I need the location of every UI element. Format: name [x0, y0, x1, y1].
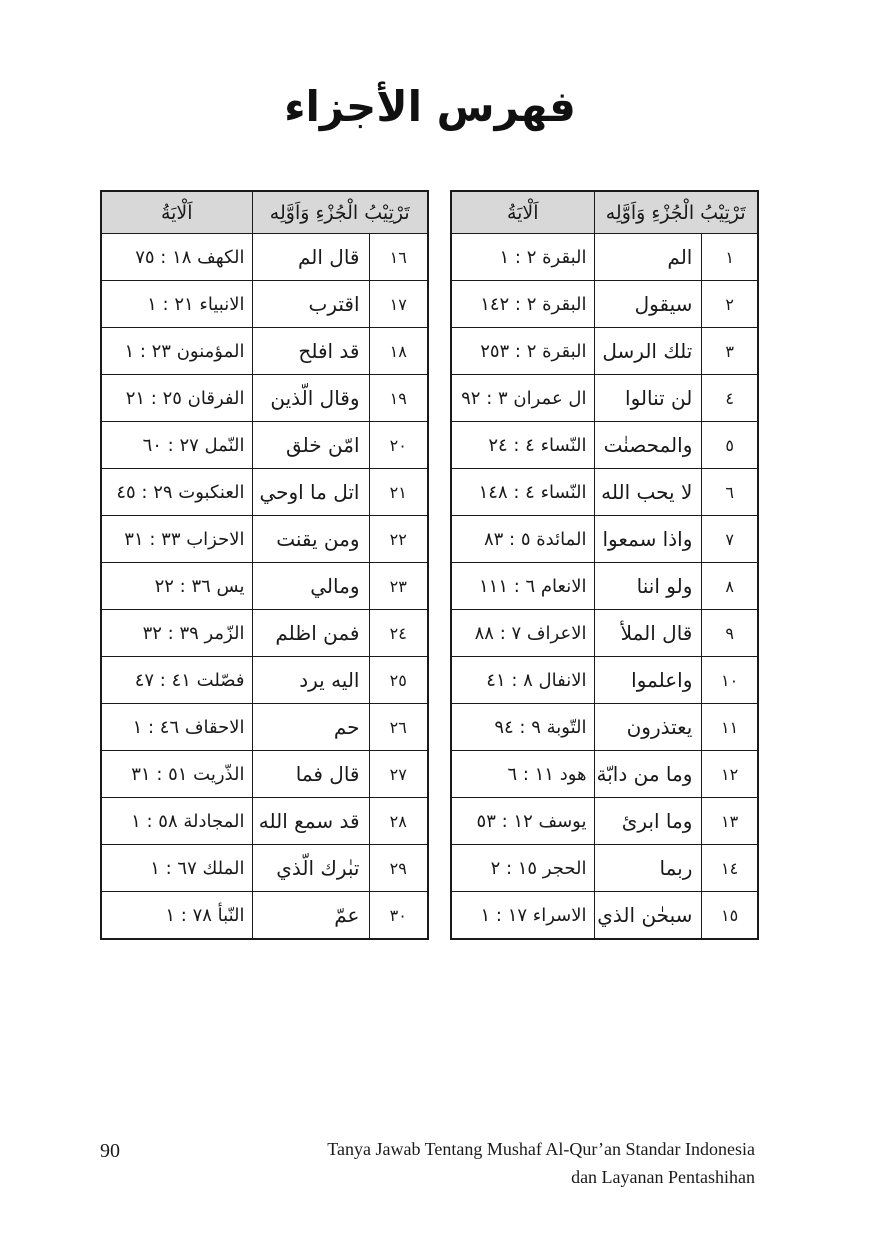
table-header-row	[101, 191, 428, 234]
juz-number-cell: ٩	[702, 610, 758, 657]
ayah-reference-cell: الانفال ٨ : ٤١	[451, 657, 594, 704]
juz-number-cell: ٨	[702, 563, 758, 610]
juz-beginning-cell: لن تنالوا	[594, 375, 702, 422]
running-title-line-1: Tanya Jawab Tentang Mushaf Al-Qur’an Standar Indonesia	[327, 1139, 755, 1159]
ayah-reference-cell: المؤمنون ٢٣ : ١	[101, 328, 252, 375]
juz-number-cell: ٢٧	[369, 751, 428, 798]
juz-table-row	[451, 234, 758, 281]
juz-beginning-cell: قال الملأ	[594, 610, 702, 657]
ayah-reference-cell: الاعراف ٧ : ٨٨	[451, 610, 594, 657]
juz-beginning-cell: وما من دابّة	[594, 751, 702, 798]
ayah-reference-cell: الكهف ١٨ : ٧٥	[101, 234, 252, 281]
juz-number-cell: ٢٩	[369, 845, 428, 892]
juz-number-cell: ١٧	[369, 281, 428, 328]
juz-beginning-cell: ومن يقنت	[252, 516, 369, 563]
juz-table-row	[101, 892, 428, 940]
juz-beginning-cell: لا يحب الله	[594, 469, 702, 516]
juz-number-cell: ١	[702, 234, 758, 281]
juz-number-cell: ١٦	[369, 234, 428, 281]
juz-number-cell: ١٢	[702, 751, 758, 798]
juz-table-row	[101, 281, 428, 328]
juz-beginning-cell: امّن خلق	[252, 422, 369, 469]
juz-number-cell: ٢٣	[369, 563, 428, 610]
juz-table-row	[451, 798, 758, 845]
juz-beginning-cell: اقترب	[252, 281, 369, 328]
header-juz-order-label: تَرْتِيْبُ الْجُزْءِ وَاَوَّلِه	[594, 191, 758, 234]
juz-beginning-cell: الم	[594, 234, 702, 281]
juz-beginning-cell: والمحصنٰت	[594, 422, 702, 469]
juz-table-row	[101, 845, 428, 892]
ayah-reference-cell: الاسراء ١٧ : ١	[451, 892, 594, 940]
juz-table-row	[451, 845, 758, 892]
juz-beginning-cell: واعلموا	[594, 657, 702, 704]
juz-beginning-cell: اتل ما اوحي	[252, 469, 369, 516]
ayah-reference-cell: البقرة ٢ : ٢٥٣	[451, 328, 594, 375]
juz-table-row	[101, 751, 428, 798]
running-title-line-2: dan Layanan Pentashihan	[571, 1166, 755, 1187]
ayah-reference-cell: البقرة ٢ : ١٤٢	[451, 281, 594, 328]
header-ayah-label: اَلْايَةُ	[451, 191, 594, 234]
juz-number-cell: ٧	[702, 516, 758, 563]
juz-number-cell: ٢٢	[369, 516, 428, 563]
juz-number-cell: ١٥	[702, 892, 758, 940]
ayah-reference-cell: الذّريت ٥١ : ٣١	[101, 751, 252, 798]
page-footer	[100, 1136, 755, 1192]
juz-table-row	[101, 375, 428, 422]
juz-beginning-cell: تبٰرك الّذي	[252, 845, 369, 892]
juz-number-cell: ٢٤	[369, 610, 428, 657]
juz-beginning-cell: وقال الّذين	[252, 375, 369, 422]
juz-number-cell: ٣٠	[369, 892, 428, 940]
juz-number-cell: ٢	[702, 281, 758, 328]
juz-table-body-1-15	[451, 234, 758, 940]
juz-number-cell: ١١	[702, 704, 758, 751]
juz-beginning-cell: وما ابرئ	[594, 798, 702, 845]
juz-beginning-cell: ومالي	[252, 563, 369, 610]
juz-beginning-cell: ولو اننا	[594, 563, 702, 610]
ayah-reference-cell: الملك ٦٧ : ١	[101, 845, 252, 892]
juz-number-cell: ٥	[702, 422, 758, 469]
tables-container	[100, 190, 759, 940]
page-number: 90	[100, 1140, 120, 1162]
juz-table-row	[451, 328, 758, 375]
juz-table-row	[451, 516, 758, 563]
juz-table-row	[451, 751, 758, 798]
ayah-reference-cell: الحجر ١٥ : ٢	[451, 845, 594, 892]
ayah-reference-cell: البقرة ٢ : ١	[451, 234, 594, 281]
juz-table-row	[451, 610, 758, 657]
ayah-reference-cell: فصّلت ٤١ : ٤٧	[101, 657, 252, 704]
ayah-reference-cell: الاحزاب ٣٣ : ٣١	[101, 516, 252, 563]
juz-number-cell: ٢٠	[369, 422, 428, 469]
juz-beginning-cell: ربما	[594, 845, 702, 892]
juz-table-row	[451, 657, 758, 704]
juz-table-row	[101, 610, 428, 657]
juz-beginning-cell: اليه يرد	[252, 657, 369, 704]
ayah-reference-cell: العنكبوت ٢٩ : ٤٥	[101, 469, 252, 516]
juz-number-cell: ١٤	[702, 845, 758, 892]
juz-table-row	[101, 422, 428, 469]
juz-table-row	[101, 234, 428, 281]
juz-number-cell: ١٩	[369, 375, 428, 422]
ayah-reference-cell: ال عمران ٣ : ٩٢	[451, 375, 594, 422]
ayah-reference-cell: النّبأ ٧٨ : ١	[101, 892, 252, 940]
table-header-row	[451, 191, 758, 234]
juz-table-row	[451, 375, 758, 422]
juz-beginning-cell: حم	[252, 704, 369, 751]
juz-beginning-cell: تلك الرسل	[594, 328, 702, 375]
ayah-reference-cell: المائدة ٥ : ٨٣	[451, 516, 594, 563]
juz-beginning-cell: واذا سمعوا	[594, 516, 702, 563]
juz-beginning-cell: قد سمع الله	[252, 798, 369, 845]
juz-table-row	[101, 798, 428, 845]
ayah-reference-cell: هود ١١ : ٦	[451, 751, 594, 798]
juz-table-1-15	[450, 190, 759, 940]
juz-number-cell: ٢١	[369, 469, 428, 516]
juz-table-row	[101, 563, 428, 610]
ayah-reference-cell: النّمل ٢٧ : ٦٠	[101, 422, 252, 469]
juz-table-row	[451, 563, 758, 610]
juz-table-row	[451, 422, 758, 469]
juz-table-row	[101, 704, 428, 751]
juz-beginning-cell: يعتذرون	[594, 704, 702, 751]
ayah-reference-cell: الانعام ٦ : ١١١	[451, 563, 594, 610]
page-title: فهرس الأجزاء	[284, 82, 576, 131]
ayah-reference-cell: يوسف ١٢ : ٥٣	[451, 798, 594, 845]
juz-number-cell: ٢٦	[369, 704, 428, 751]
running-title	[327, 1136, 755, 1192]
juz-beginning-cell: قد افلح	[252, 328, 369, 375]
juz-beginning-cell: قال فما	[252, 751, 369, 798]
ayah-reference-cell: النّساء ٤ : ٢٤	[451, 422, 594, 469]
juz-table-row	[101, 657, 428, 704]
juz-number-cell: ٤	[702, 375, 758, 422]
juz-table-row	[451, 704, 758, 751]
juz-beginning-cell: سبحٰن الذي	[594, 892, 702, 940]
juz-number-cell: ١٣	[702, 798, 758, 845]
juz-beginning-cell: عمّ	[252, 892, 369, 940]
juz-beginning-cell: فمن اظلم	[252, 610, 369, 657]
ayah-reference-cell: التّوبة ٩ : ٩٤	[451, 704, 594, 751]
juz-table-row	[101, 328, 428, 375]
ayah-reference-cell: النّساء ٤ : ١٤٨	[451, 469, 594, 516]
ayah-reference-cell: الزّمر ٣٩ : ٣٢	[101, 610, 252, 657]
juz-table-row	[101, 469, 428, 516]
juz-beginning-cell: سيقول	[594, 281, 702, 328]
juz-table-body-16-30	[101, 234, 428, 940]
juz-number-cell: ٢٥	[369, 657, 428, 704]
juz-table-row	[451, 469, 758, 516]
ayah-reference-cell: الاحقاف ٤٦ : ١	[101, 704, 252, 751]
header-juz-order-label: تَرْتِيْبُ الْجُزْءِ وَاَوَّلِه	[252, 191, 428, 234]
juz-number-cell: ١٨	[369, 328, 428, 375]
juz-table-row	[451, 892, 758, 940]
ayah-reference-cell: الفرقان ٢٥ : ٢١	[101, 375, 252, 422]
ayah-reference-cell: المجادلة ٥٨ : ١	[101, 798, 252, 845]
juz-table-row	[451, 281, 758, 328]
juz-table-row	[101, 516, 428, 563]
juz-number-cell: ٢٨	[369, 798, 428, 845]
ayah-reference-cell: الانبياء ٢١ : ١	[101, 281, 252, 328]
juz-number-cell: ١٠	[702, 657, 758, 704]
juz-beginning-cell: قال الم	[252, 234, 369, 281]
ayah-reference-cell: يس ٣٦ : ٢٢	[101, 563, 252, 610]
juz-number-cell: ٦	[702, 469, 758, 516]
header-ayah-label: اَلْايَةُ	[101, 191, 252, 234]
juz-table-16-30	[100, 190, 429, 940]
juz-number-cell: ٣	[702, 328, 758, 375]
